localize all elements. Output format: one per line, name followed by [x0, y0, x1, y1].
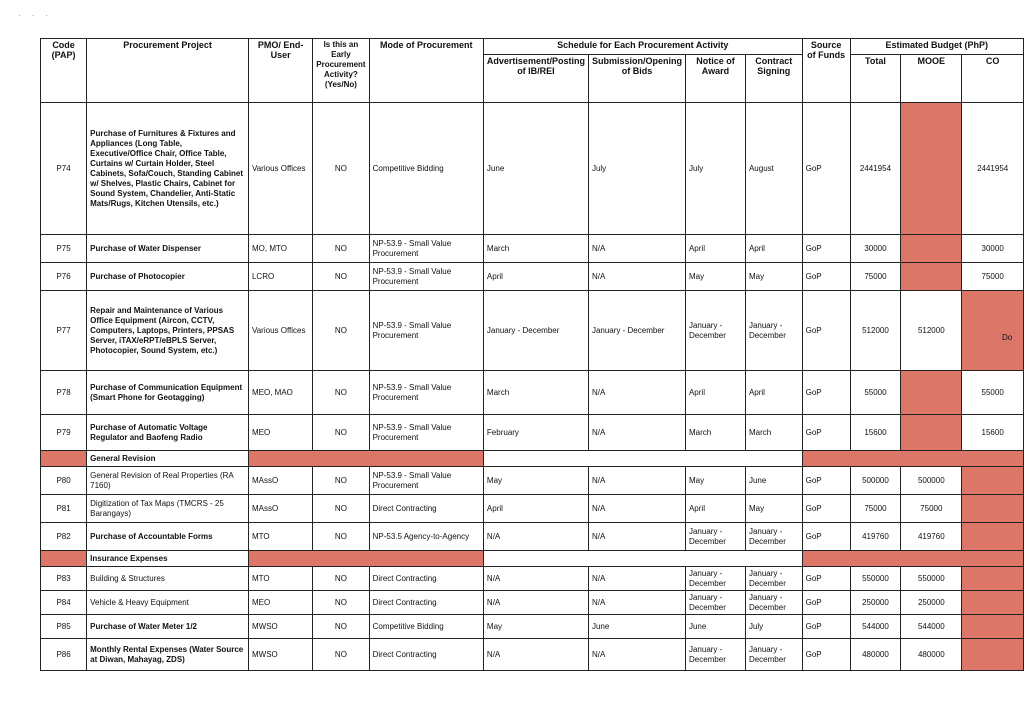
cell-mooe: 550000: [901, 567, 962, 591]
header-notice-of-award: Notice of Award: [685, 55, 745, 103]
cell-mode: NP-53.9 - Small Value Procurement: [369, 291, 483, 371]
cell-submission: N/A: [588, 523, 685, 551]
cell-notice-of-award: January - December: [685, 591, 745, 615]
cell-contract-signing: March: [745, 415, 802, 451]
section-title: General Revision: [87, 451, 249, 467]
cell-submission: July: [588, 103, 685, 235]
cell-notice-of-award: May: [685, 263, 745, 291]
cell-notice-of-award: July: [685, 103, 745, 235]
cell-mode: NP-53.9 - Small Value Procurement: [369, 371, 483, 415]
cell-notice-of-award: January - December: [685, 523, 745, 551]
cell-submission: N/A: [588, 263, 685, 291]
cell-project: Digitization of Tax Maps (TMCRS - 25 Barangays): [87, 495, 249, 523]
cell-contract-signing: January - December: [745, 567, 802, 591]
cell-project: Building & Structures: [87, 567, 249, 591]
cell-early-procurement: NO: [313, 467, 369, 495]
cell-submission: N/A: [588, 467, 685, 495]
cell-advertisement: March: [483, 235, 588, 263]
cell-mooe: [901, 235, 962, 263]
header-project: Procurement Project: [87, 39, 249, 103]
cell-early-procurement: NO: [313, 103, 369, 235]
cell-mooe: 75000: [901, 495, 962, 523]
section-title: Insurance Expenses: [87, 551, 249, 567]
cell-source: GoP: [802, 567, 850, 591]
cell-total: 75000: [850, 263, 901, 291]
cell-pmo: MEO: [248, 415, 312, 451]
table-row: [41, 291, 1024, 371]
cut-off-text: Do: [1002, 333, 1013, 342]
cell-contract-signing: May: [745, 495, 802, 523]
cell-contract-signing: January - December: [745, 291, 802, 371]
cell-mode: NP-53.5 Agency-to-Agency: [369, 523, 483, 551]
cell-advertisement: March: [483, 371, 588, 415]
cell-co: [962, 523, 1024, 551]
cell-mode: Direct Contracting: [369, 639, 483, 671]
cell-contract-signing: July: [745, 615, 802, 639]
cell-contract-signing: January - December: [745, 639, 802, 671]
cell-early-procurement: NO: [313, 615, 369, 639]
cell-total: 500000: [850, 467, 901, 495]
cell-mode: NP-53.9 - Small Value Procurement: [369, 263, 483, 291]
section-fill: [248, 551, 483, 567]
cell-submission: June: [588, 615, 685, 639]
cell-mooe: 250000: [901, 591, 962, 615]
cell-mode: Competitive Bidding: [369, 615, 483, 639]
cell-source: GoP: [802, 291, 850, 371]
table-row: [41, 235, 1024, 263]
cell-code: P75: [41, 235, 87, 263]
table-row: [41, 591, 1024, 615]
cell-source: GoP: [802, 371, 850, 415]
header-mooe: MOOE: [901, 55, 962, 103]
cell-early-procurement: NO: [313, 523, 369, 551]
cell-notice-of-award: January - December: [685, 567, 745, 591]
table-row: [41, 263, 1024, 291]
cell-advertisement: N/A: [483, 591, 588, 615]
cell-source: GoP: [802, 415, 850, 451]
cell-code: P80: [41, 467, 87, 495]
cell-co: [962, 467, 1024, 495]
cell-co: [962, 495, 1024, 523]
cell-source: GoP: [802, 615, 850, 639]
cell-pmo: MTO: [248, 567, 312, 591]
header-mode: Mode of Procurement: [369, 39, 483, 103]
table-row: [41, 615, 1024, 639]
cell-notice-of-award: April: [685, 495, 745, 523]
cell-early-procurement: NO: [313, 495, 369, 523]
cell-submission: N/A: [588, 235, 685, 263]
cell-source: GoP: [802, 591, 850, 615]
cell-mooe: [901, 103, 962, 235]
cell-total: 480000: [850, 639, 901, 671]
cell-advertisement: N/A: [483, 567, 588, 591]
cell-project: Repair and Maintenance of Various Office Equipment (Aircon, CCTV, Computers, Laptops, Printers, PPSAS Server, iTAX/eRPT/eBPLS Server, Photocopier, Sound System, etc.): [87, 291, 249, 371]
cell-advertisement: April: [483, 495, 588, 523]
cell-source: GoP: [802, 263, 850, 291]
cell-submission: N/A: [588, 415, 685, 451]
cell-code: P79: [41, 415, 87, 451]
cell-advertisement: April: [483, 263, 588, 291]
cell-code: P82: [41, 523, 87, 551]
cell-advertisement: January - December: [483, 291, 588, 371]
cell-mooe: [901, 371, 962, 415]
cell-submission: N/A: [588, 495, 685, 523]
cell-contract-signing: January - December: [745, 591, 802, 615]
cell-early-procurement: NO: [313, 415, 369, 451]
header-budget: Estimated Budget (PhP): [850, 39, 1023, 55]
cell-project: Purchase of Accountable Forms: [87, 523, 249, 551]
cell-mode: NP-53.9 - Small Value Procurement: [369, 415, 483, 451]
cell-total: 419760: [850, 523, 901, 551]
cell-pmo: MAssO: [248, 467, 312, 495]
cell-mooe: [901, 263, 962, 291]
cell-co: [962, 591, 1024, 615]
cell-mooe: [901, 415, 962, 451]
cell-co: [962, 615, 1024, 639]
cell-notice-of-award: May: [685, 467, 745, 495]
scan-speck: · · ·: [18, 10, 52, 20]
cell-mode: Direct Contracting: [369, 567, 483, 591]
cell-mode: Competitive Bidding: [369, 103, 483, 235]
cell-code: P86: [41, 639, 87, 671]
cell-code: P74: [41, 103, 87, 235]
cell-notice-of-award: January - December: [685, 639, 745, 671]
cell-notice-of-award: January - December: [685, 291, 745, 371]
cell-code: P84: [41, 591, 87, 615]
cell-notice-of-award: March: [685, 415, 745, 451]
cell-early-procurement: NO: [313, 639, 369, 671]
header-contract-signing: Contract Signing: [745, 55, 802, 103]
cell-code: P77: [41, 291, 87, 371]
table-row: [41, 639, 1024, 671]
table-row: [41, 415, 1024, 451]
cell-mooe: 419760: [901, 523, 962, 551]
cell-source: GoP: [802, 523, 850, 551]
cell-co: 30000: [962, 235, 1024, 263]
cell-co: [962, 639, 1024, 671]
section-row: [41, 551, 1024, 567]
cell-advertisement: May: [483, 467, 588, 495]
cell-pmo: MEO, MAO: [248, 371, 312, 415]
cell-mode: NP-53.9 - Small Value Procurement: [369, 467, 483, 495]
cell-project: Vehicle & Heavy Equipment: [87, 591, 249, 615]
table-header: [41, 39, 1024, 103]
cell-contract-signing: June: [745, 467, 802, 495]
header-code: Code (PAP): [41, 39, 87, 103]
cell-project: General Revision of Real Properties (RA 7160): [87, 467, 249, 495]
cell-early-procurement: NO: [313, 235, 369, 263]
cell-pmo: Various Offices: [248, 103, 312, 235]
cell-code: P76: [41, 263, 87, 291]
section-row: [41, 451, 1024, 467]
cell-submission: N/A: [588, 567, 685, 591]
cell-mode: Direct Contracting: [369, 495, 483, 523]
cell-submission: N/A: [588, 639, 685, 671]
cell-co: 15600: [962, 415, 1024, 451]
cell-pmo: MWSO: [248, 639, 312, 671]
cell-contract-signing: January - December: [745, 523, 802, 551]
table-row: [41, 495, 1024, 523]
cell-total: 512000: [850, 291, 901, 371]
cell-early-procurement: NO: [313, 591, 369, 615]
cell-advertisement: February: [483, 415, 588, 451]
cell-advertisement: June: [483, 103, 588, 235]
cell-submission: N/A: [588, 371, 685, 415]
cell-total: 55000: [850, 371, 901, 415]
header-submission: Submission/Opening of Bids: [588, 55, 685, 103]
table-row: [41, 523, 1024, 551]
header-total: Total: [850, 55, 901, 103]
section-fill: [802, 451, 1023, 467]
cell-contract-signing: April: [745, 371, 802, 415]
cell-co: 55000: [962, 371, 1024, 415]
cell-code: P81: [41, 495, 87, 523]
procurement-plan-table: [40, 38, 1024, 671]
cell-source: GoP: [802, 467, 850, 495]
cell-pmo: Various Offices: [248, 291, 312, 371]
cell-co: 75000: [962, 263, 1024, 291]
cell-early-procurement: NO: [313, 567, 369, 591]
cell-pmo: MO, MTO: [248, 235, 312, 263]
cell-project: Purchase of Communication Equipment (Smart Phone for Geotagging): [87, 371, 249, 415]
cell-source: GoP: [802, 103, 850, 235]
header-pmo: PMO/ End-User: [248, 39, 312, 103]
cell-submission: January - December: [588, 291, 685, 371]
cell-code: P83: [41, 567, 87, 591]
cell-project: Purchase of Water Meter 1/2: [87, 615, 249, 639]
cell-mode: Direct Contracting: [369, 591, 483, 615]
cell-total: 2441954: [850, 103, 901, 235]
cell-notice-of-award: April: [685, 371, 745, 415]
cell-pmo: MAssO: [248, 495, 312, 523]
cell-contract-signing: August: [745, 103, 802, 235]
header-early-procurement: Is this an Early Procurement Activity? (Yes/No): [313, 39, 369, 103]
cell-co: [962, 291, 1024, 371]
section-fill: [248, 451, 483, 467]
header-advertisement: Advertisement/Posting of IB/REI: [483, 55, 588, 103]
cell-total: 30000: [850, 235, 901, 263]
cell-source: GoP: [802, 639, 850, 671]
table-row: [41, 371, 1024, 415]
cell-early-procurement: NO: [313, 371, 369, 415]
cell-mooe: 480000: [901, 639, 962, 671]
cell-notice-of-award: June: [685, 615, 745, 639]
cell-early-procurement: NO: [313, 263, 369, 291]
cell-source: GoP: [802, 235, 850, 263]
header-schedule: Schedule for Each Procurement Activity: [483, 39, 802, 55]
cell-submission: N/A: [588, 591, 685, 615]
cell-source: GoP: [802, 495, 850, 523]
section-fill: [41, 451, 87, 467]
cell-contract-signing: May: [745, 263, 802, 291]
cell-advertisement: N/A: [483, 523, 588, 551]
table-row: [41, 103, 1024, 235]
section-fill: [483, 551, 802, 567]
section-fill: [802, 551, 1023, 567]
cell-project: Monthly Rental Expenses (Water Source at Diwan, Mahayag, ZDS): [87, 639, 249, 671]
cell-pmo: LCRO: [248, 263, 312, 291]
cell-project: Purchase of Photocopier: [87, 263, 249, 291]
cell-total: 15600: [850, 415, 901, 451]
cell-project: Purchase of Automatic Voltage Regulator and Baofeng Radio: [87, 415, 249, 451]
cell-advertisement: N/A: [483, 639, 588, 671]
cell-pmo: MEO: [248, 591, 312, 615]
cell-mode: NP-53.9 - Small Value Procurement: [369, 235, 483, 263]
cell-co: [962, 567, 1024, 591]
cell-code: P78: [41, 371, 87, 415]
cell-total: 544000: [850, 615, 901, 639]
cell-notice-of-award: April: [685, 235, 745, 263]
table-row: [41, 467, 1024, 495]
cell-total: 550000: [850, 567, 901, 591]
cell-advertisement: May: [483, 615, 588, 639]
cell-early-procurement: NO: [313, 291, 369, 371]
cell-code: P85: [41, 615, 87, 639]
cell-pmo: MWSO: [248, 615, 312, 639]
section-fill: [483, 451, 802, 467]
section-fill: [41, 551, 87, 567]
table-row: [41, 567, 1024, 591]
cell-mooe: 512000: [901, 291, 962, 371]
cell-project: Purchase of Water Dispenser: [87, 235, 249, 263]
cell-co: 2441954: [962, 103, 1024, 235]
cell-mooe: 544000: [901, 615, 962, 639]
table-body: [41, 103, 1024, 671]
cell-pmo: MTO: [248, 523, 312, 551]
header-co: CO: [962, 55, 1024, 103]
cell-total: 250000: [850, 591, 901, 615]
cell-project: Purchase of Furnitures & Fixtures and Appliances (Long Table, Executive/Office Chair, Office Table, Curtains w/ Curtain Holder, Steel Cabinets, Sofa/Couch, Standing Cabinet w/ Shelves, Plastic Chairs, Cabinet for Sound System, Chandelier, Anti-Static Mats/Rugs, Kitchen Utensils, etc.): [87, 103, 249, 235]
cell-mooe: 500000: [901, 467, 962, 495]
header-source: Source of Funds: [802, 39, 850, 103]
cell-total: 75000: [850, 495, 901, 523]
cell-contract-signing: April: [745, 235, 802, 263]
